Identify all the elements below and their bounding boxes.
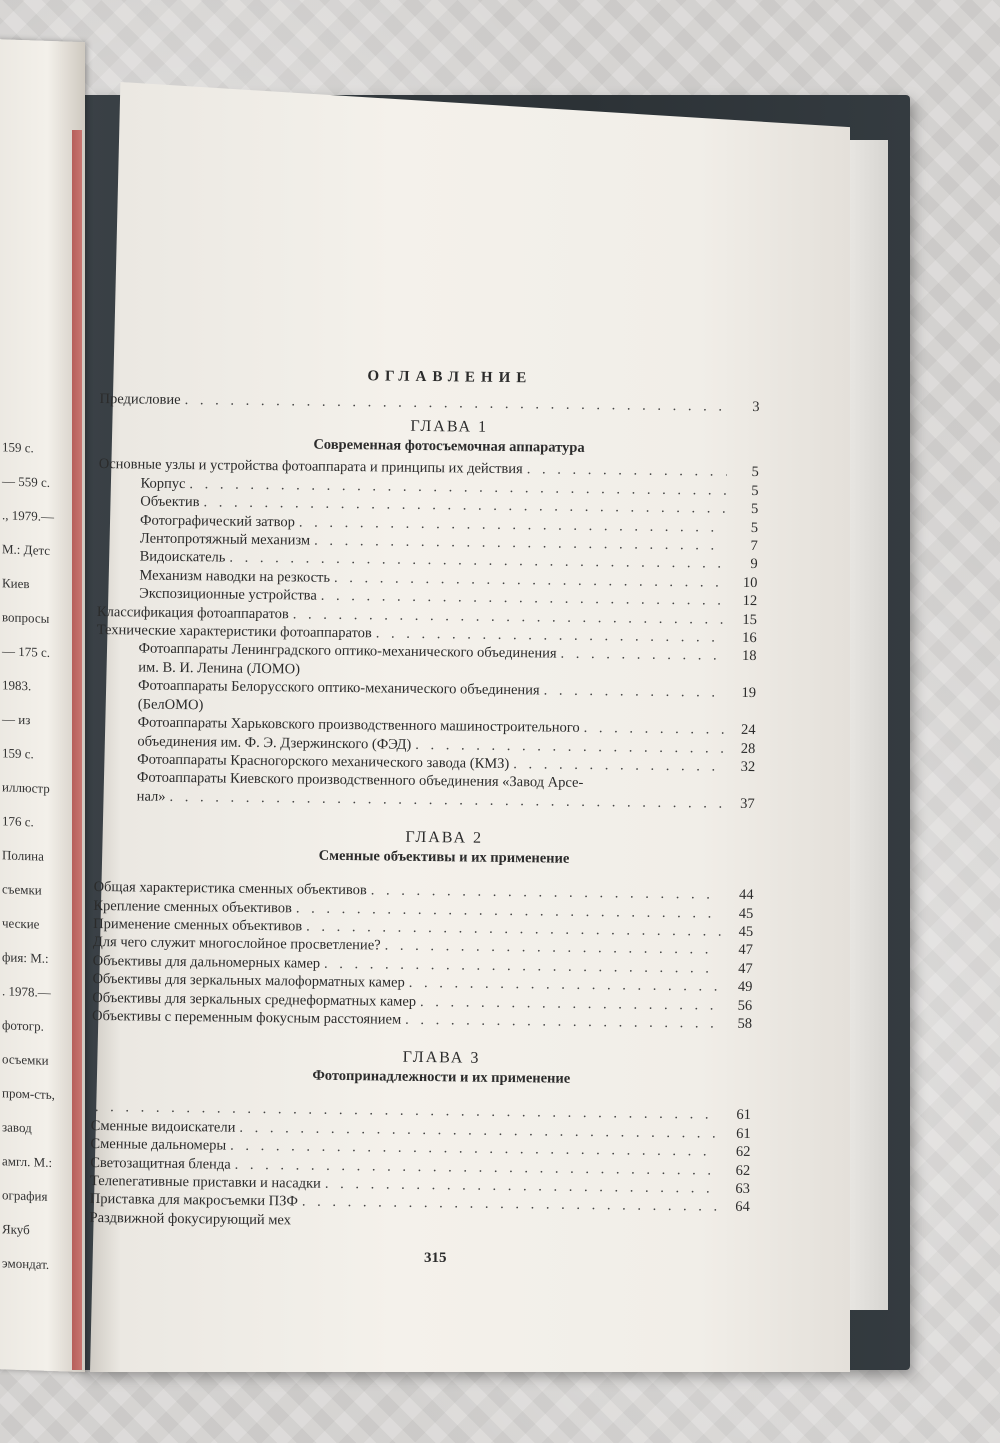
left-page-fragment: М.: Детс xyxy=(2,541,51,558)
toc-entry-text: Общая характеристика сменных объективов xyxy=(93,879,367,899)
toc-entry-preface xyxy=(99,390,759,416)
left-page-fragment: съемки xyxy=(2,881,42,898)
toc-entry-page: 10 xyxy=(742,574,758,591)
left-page-fragment: фотогр. xyxy=(2,1017,44,1034)
toc-entry-page: 16 xyxy=(742,629,757,647)
dot-leader xyxy=(405,1011,720,1033)
toc-entry-page: 47 xyxy=(738,960,753,977)
toc-entry-text: Экспозиционные устройства xyxy=(139,585,317,604)
left-page-fragment: ография xyxy=(2,1187,48,1204)
left-page-fragment: 159 с. xyxy=(2,745,34,762)
toc-entry-page: 63 xyxy=(735,1180,751,1198)
toc-entry-page: 45 xyxy=(738,923,754,940)
left-page-fragment: фия: М.: xyxy=(2,949,49,966)
left-page-fragment: амгл. М.: xyxy=(2,1153,53,1171)
toc-entry-text: Объектив xyxy=(140,493,200,511)
toc-entry-page: 64 xyxy=(735,1199,750,1216)
toc-entry-page: 12 xyxy=(742,593,758,610)
dot-leader xyxy=(584,719,724,739)
toc-entry-page: 24 xyxy=(740,721,756,739)
left-page-fragment: Полина xyxy=(2,847,44,864)
toc-entry-text: Сменные дальномеры xyxy=(90,1136,227,1154)
toc-entry-page: 61 xyxy=(736,1107,751,1124)
page-number: 315 xyxy=(424,1250,447,1266)
toc-entry-text: Приставка для макросъемки ПЗФ xyxy=(89,1191,298,1210)
toc-entry-text: Светозащитная бленда xyxy=(90,1154,231,1173)
toc-entry-text: Применение сменных объективов xyxy=(93,915,303,935)
toc-entry-page: 3 xyxy=(752,398,760,416)
toc-entry-page: 5 xyxy=(751,482,759,499)
toc-entry-page: 56 xyxy=(737,997,753,1014)
chapter-subtitle: Фотопринадлежности и их применение xyxy=(312,1068,571,1088)
toc-entry-page: 61 xyxy=(736,1125,751,1142)
left-page-fragment: — 175 с. xyxy=(2,643,51,660)
toc-entry-page: 44 xyxy=(738,886,754,904)
dot-leader xyxy=(560,645,724,665)
toc-entry-text: Предисловие xyxy=(99,390,181,408)
toc-entry-text: Технические характеристики фотоаппаратов xyxy=(96,622,372,642)
chapter-heading: ГЛАВА 3 xyxy=(402,1049,481,1068)
left-page-fragment: иллюстр xyxy=(2,779,50,796)
chapters xyxy=(89,414,759,1235)
toc-entry-text: (БелОМО) xyxy=(137,696,204,713)
toc-entry-page: 49 xyxy=(737,978,753,996)
toc-entry-text: Корпус xyxy=(140,475,186,492)
left-page-fragment: — 559 с. xyxy=(2,473,51,490)
chapter-subtitle: Современная фотосъемочная аппаратура xyxy=(313,437,585,457)
left-page-fragment: — из xyxy=(2,711,31,728)
toc-entry-text: Крепление сменных объективов xyxy=(93,897,293,916)
table-of-contents xyxy=(89,365,759,1235)
left-page-fragment: осъемки xyxy=(2,1051,49,1068)
chapter-subtitle: Сменные объективы и их применение xyxy=(318,847,570,867)
toc-entry-page: 28 xyxy=(740,740,756,757)
chapter-heading: ГЛАВА 2 xyxy=(405,828,484,847)
toc-entry-page: 18 xyxy=(741,648,757,665)
toc-entry-text: Фотоаппараты Харьковского производственного машиностроительного xyxy=(137,714,580,736)
toc-entry-text: Телenегативные приставки и насадки xyxy=(89,1172,321,1192)
toc-entry-text: Фотоаппараты Белорусского оптико-механического объединения xyxy=(137,677,540,699)
toc-entry-page: 5 xyxy=(750,519,759,536)
dot-leader xyxy=(544,682,725,703)
toc-entry-text: Для чего служит многослойное просветление? xyxy=(92,934,381,954)
toc-entry-page: 7 xyxy=(750,537,758,555)
toc-entry-text: Объективы для зеркальных малоформатных камер xyxy=(92,971,405,991)
toc-entry-text: нал» xyxy=(136,788,166,805)
left-page-fragment: ., 1979.— xyxy=(2,507,54,525)
left-page-fragment: . 1978.— xyxy=(2,983,51,1000)
toc-entry-page: 58 xyxy=(737,1015,753,1032)
toc-entry-page: 9 xyxy=(750,556,758,573)
toc-entry-text: Лентопротяжный механизм xyxy=(139,530,311,549)
left-page-fragment: 1983. xyxy=(2,677,32,694)
toc-entry-text: Фотографический затвор xyxy=(140,512,295,531)
left-page-fragment: пром-сть, xyxy=(2,1085,55,1103)
toc-entry-page: 62 xyxy=(735,1144,751,1161)
toc-entry-text: объединения им. Ф. Э. Дзержинского (ФЭД) xyxy=(137,732,412,753)
toc-entry-text: Видоискатель xyxy=(139,548,226,566)
left-page-fragment: вопросы xyxy=(2,609,50,626)
toc-entry-page: 62 xyxy=(735,1162,751,1179)
page-stack-edge xyxy=(846,140,888,1310)
toc-entry-text: Механизм наводки на резкость xyxy=(139,567,331,586)
left-page-fragment: Якуб xyxy=(2,1221,30,1238)
dot-leader xyxy=(527,461,727,482)
toc-entry-text: Объективы для зеркальных среднеформатных камер xyxy=(92,989,417,1010)
toc-entry-page: 19 xyxy=(741,685,757,702)
toc-entry-text: Сменные видоискатели xyxy=(90,1117,236,1136)
toc-entry-page: 47 xyxy=(738,942,753,959)
toc-entry-page: 37 xyxy=(740,795,755,812)
toc-entry-text: Фотоаппараты Ленинградского оптико-механического объединения xyxy=(138,640,557,663)
left-page-fragment: 176 с. xyxy=(2,813,34,830)
toc-entry-page: 32 xyxy=(740,758,756,775)
toc-entry-text: Объективы для дальномерных камер xyxy=(92,952,321,972)
toc-entry-text: Фотоаппараты Красногорского механического завода (КМЗ) xyxy=(137,751,510,772)
toc-entry-page: 45 xyxy=(738,905,754,922)
left-page-edge xyxy=(72,130,82,1370)
toc-entry-text: Основные узлы и устройства фотоаппарата и принципы их действия xyxy=(98,456,523,478)
left-page-fragment: эмондат. xyxy=(2,1255,50,1272)
left-page-fragment: 159 с. xyxy=(2,439,34,456)
left-page-fragment: завод xyxy=(2,1119,32,1136)
left-page-fragment: Киев xyxy=(2,575,30,592)
toc-entry-page: 15 xyxy=(742,611,758,628)
toc-entry-text: Раздвижной фокусирующий мех xyxy=(89,1209,292,1229)
toc-entry-text: Классификация фотоаппаратов xyxy=(96,603,289,622)
dot-leader xyxy=(185,391,728,416)
left-page-fragment: ческие xyxy=(2,915,40,932)
toc-entry-text: Фотоаппараты Киевского производственного объединения «Завод Арсе- xyxy=(136,769,584,792)
toc-entry-page: 5 xyxy=(751,464,759,481)
toc-entry-text: им. В. И. Ленина (ЛОМО) xyxy=(138,659,301,678)
toc-entry-text: Объективы с переменным фокусным расстоянием xyxy=(91,1007,402,1028)
chapter-heading: ГЛАВА 1 xyxy=(410,418,489,437)
toc-entry-page: 5 xyxy=(750,501,759,518)
toc-title: ОГЛАВЛЕНИЕ xyxy=(367,368,533,387)
